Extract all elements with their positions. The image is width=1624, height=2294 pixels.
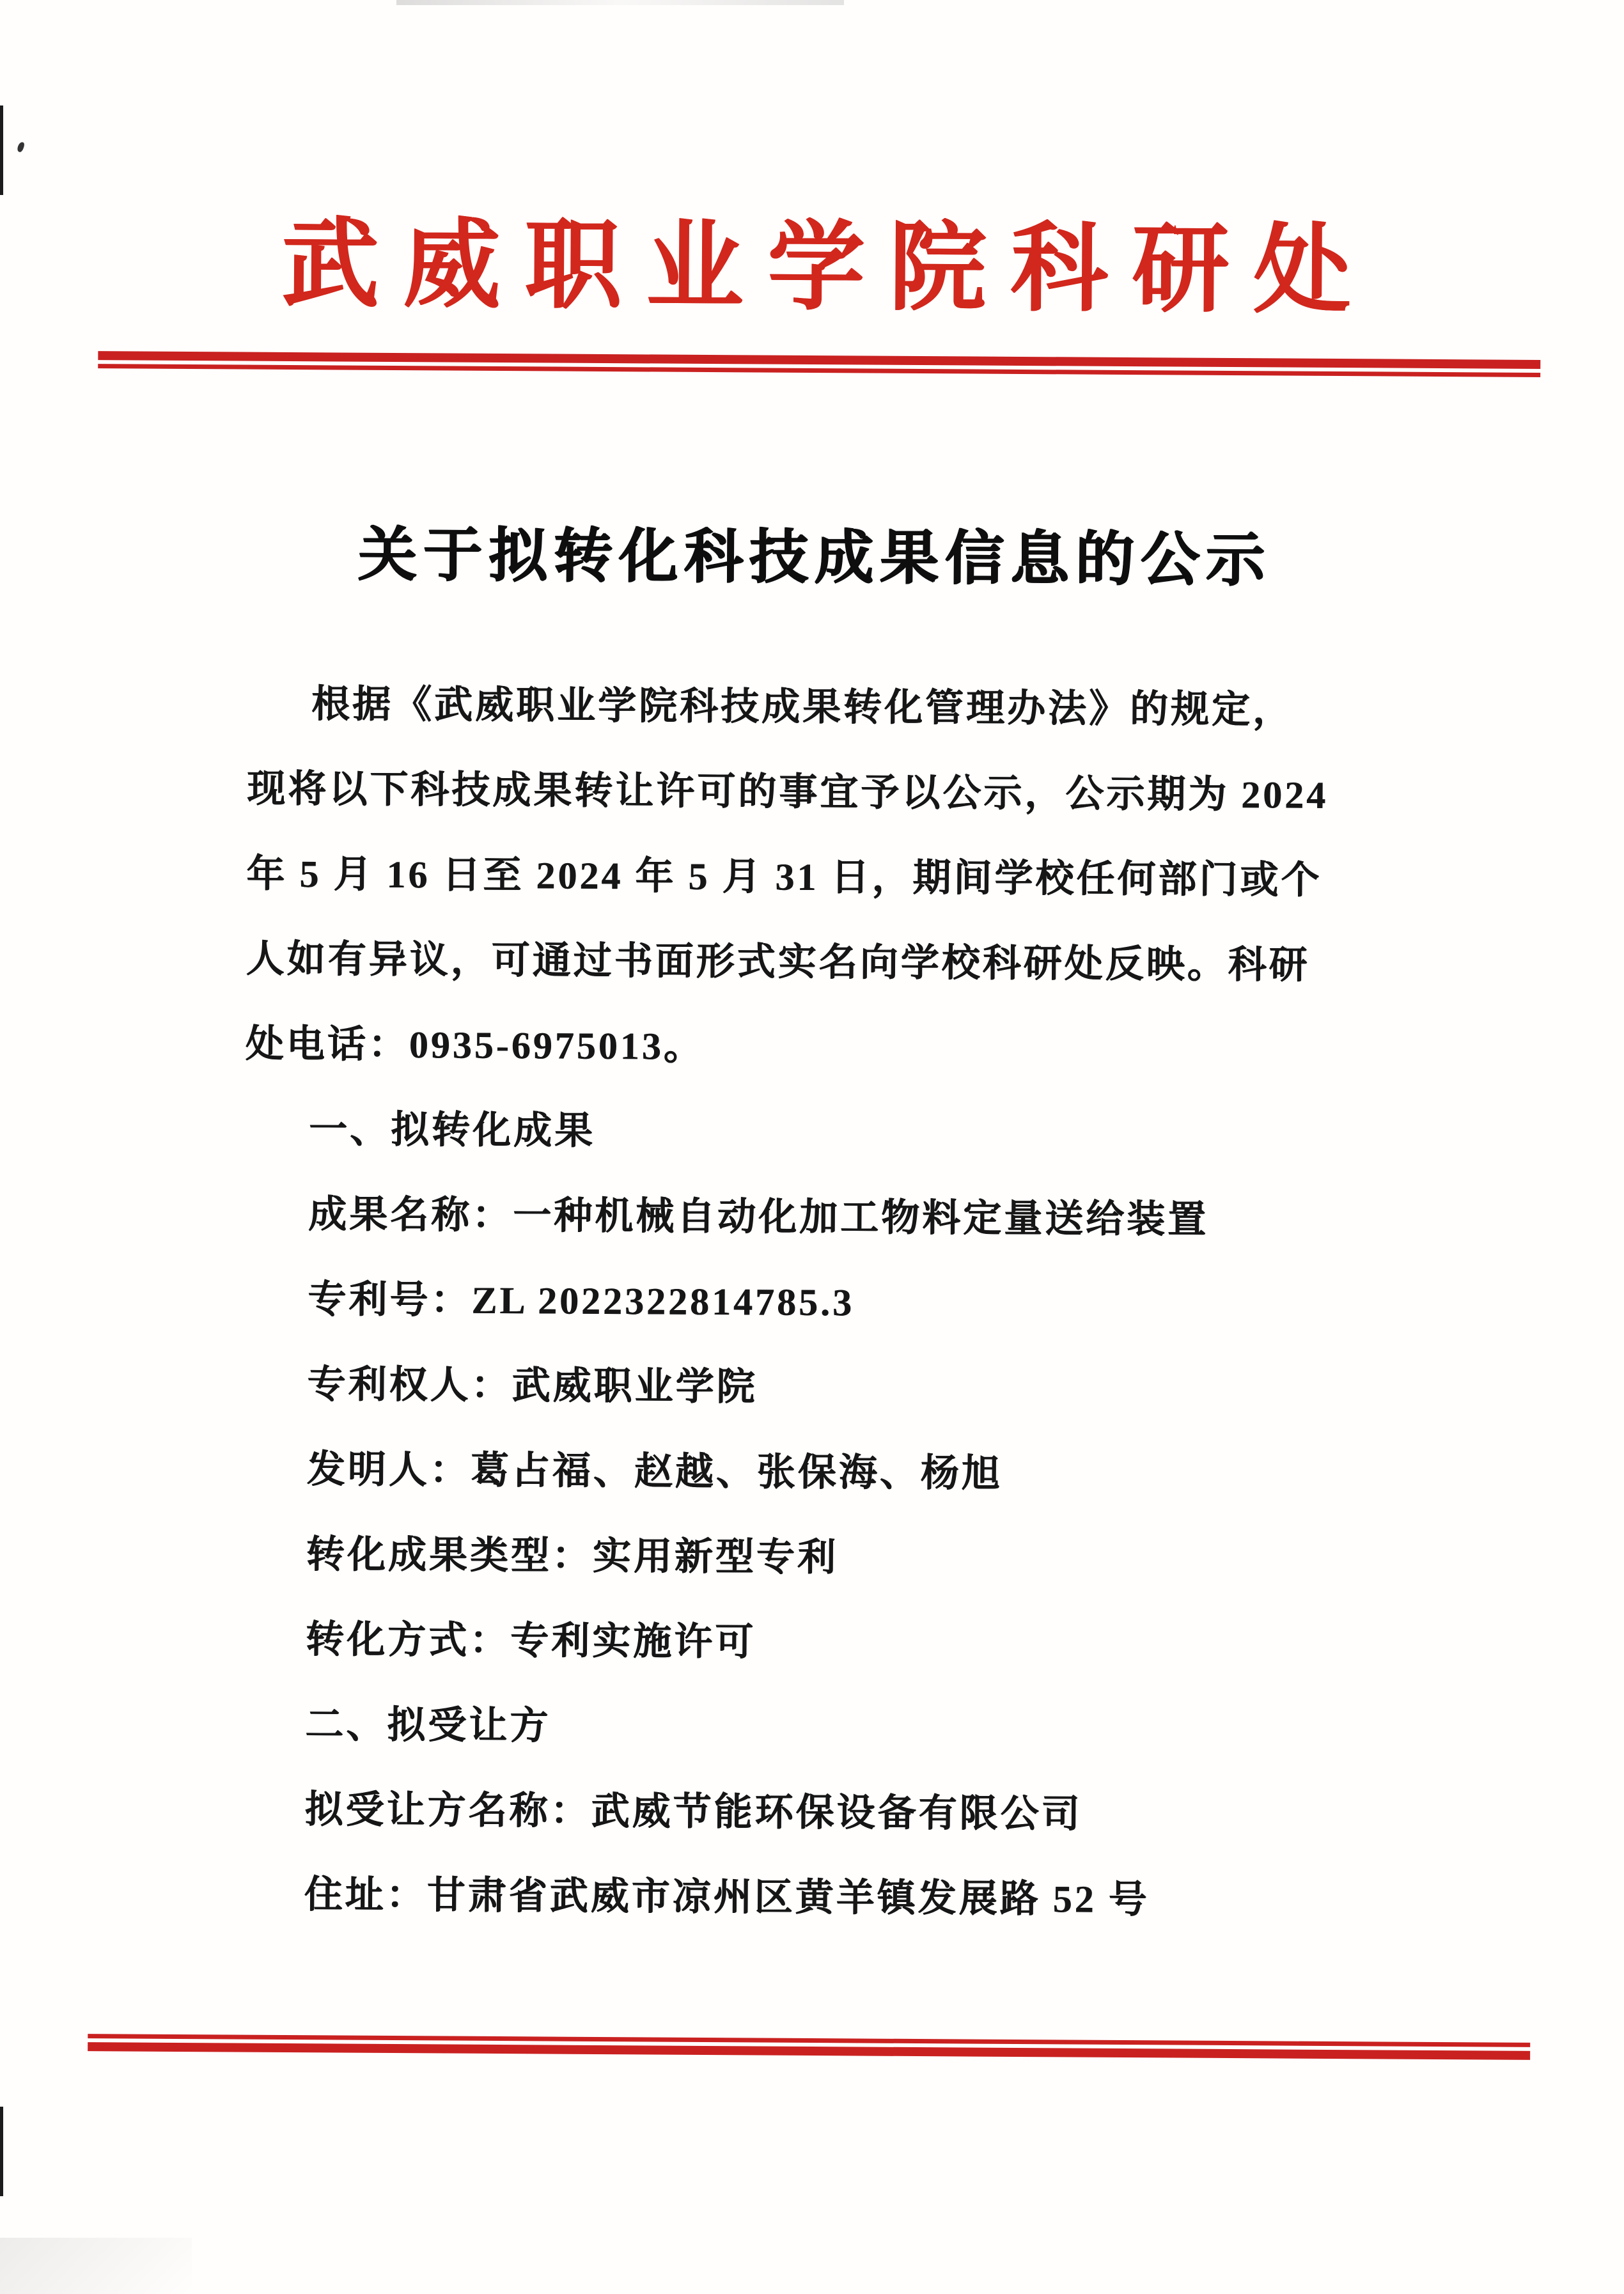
intro-line: 处电话：0935-6975013。 <box>245 1022 705 1068</box>
document-body <box>240 662 1398 1944</box>
footer-double-rule <box>88 2034 1530 2060</box>
section1-item-result-name: 成果名称：一种机械自动化加工物料定量送给装置 <box>308 1193 1209 1241</box>
intro-line: 现将以下科技成果转让许可的事宜予以公示，公示期为 2024 <box>247 767 1329 816</box>
intro-line: 年 5 月 16 日至 2024 年 5 月 31 日，期间学校任何部门或个 <box>246 852 1322 901</box>
section2-heading: 二、拟受让方 <box>305 1703 551 1747</box>
document-title: 关于拟转化科技成果信息的公示 <box>357 522 1271 593</box>
section1-item-transfer-mode: 转化方式：专利实施许可 <box>305 1618 756 1664</box>
scan-artifact-corner <box>0 2238 192 2294</box>
section1-item-patentee: 专利权人：武威职业学院 <box>307 1363 758 1408</box>
red-letterhead-org-name: 武威职业学院科研处 <box>281 210 1375 325</box>
scan-artifact-smudge <box>396 0 844 5</box>
intro-line: 根据《武威职业学院科技成果转化管理办法》的规定， <box>311 683 1294 731</box>
intro-line: 人如有异议，可通过书面形式实名向学校科研处反映。科研 <box>246 937 1310 987</box>
scan-artifact-edge <box>0 105 3 195</box>
section1-heading: 一、拟转化成果 <box>308 1108 596 1152</box>
letterhead-double-rule <box>98 351 1540 377</box>
section1-item-result-type: 转化成果类型：实用新型专利 <box>306 1533 839 1579</box>
section1-item-inventors: 发明人：葛占福、赵越、张保海、杨旭 <box>306 1448 1003 1495</box>
section2-item-transferee-name: 拟受让方名称：武威节能环保设备有限公司 <box>304 1788 1082 1836</box>
scan-artifact-edge <box>0 2107 3 2196</box>
section2-item-transferee-address: 住址：甘肃省武威市凉州区黄羊镇发展路 52 号 <box>304 1873 1150 1921</box>
section1-item-patent-number: 专利号：ZL 2022322814785.3 <box>308 1278 855 1324</box>
